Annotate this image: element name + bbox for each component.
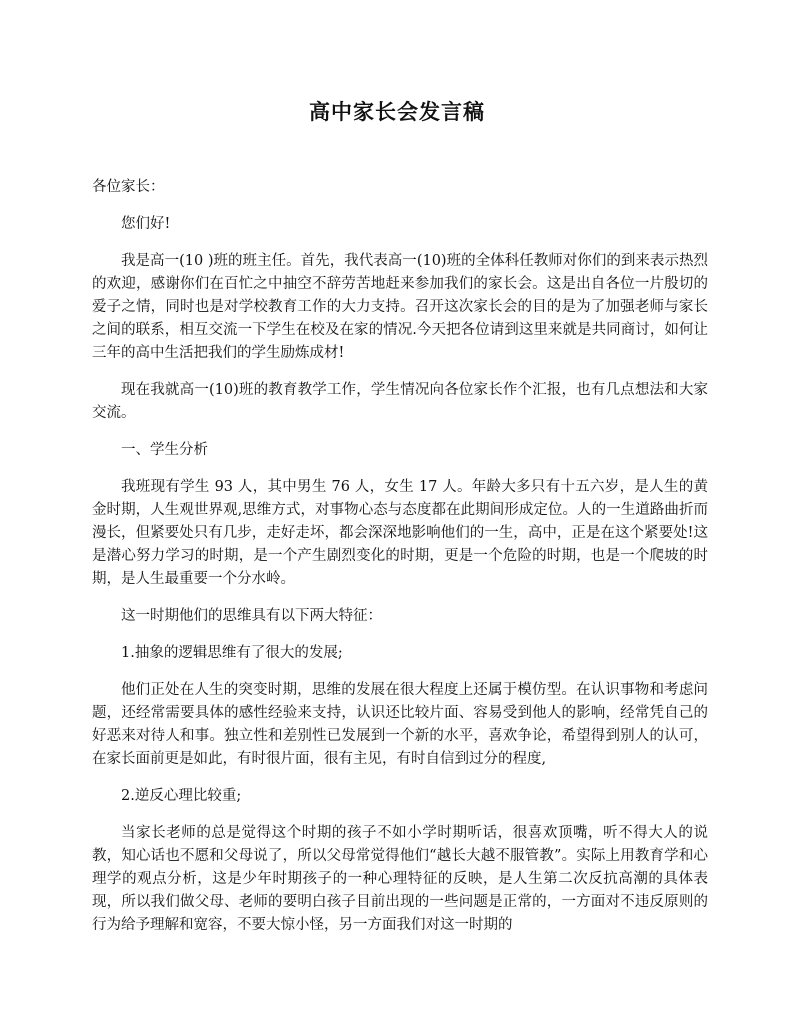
document-body	[92, 176, 708, 937]
paragraph-report-intro: 现在我就高一(10)班的教育教学工作，学生情况向各位家长作个汇报，也有几点想法和大家交流。	[92, 382, 708, 421]
salutation: 各位家长：	[92, 179, 165, 195]
paragraph-class-overview: 我班现有学生 93 人，其中男生 76 人，女生 17 人。年龄大多只有十五六岁，是人生的黄金时期，人生观世界观,思维方式，对事物心态与态度都在此期间形成定位。人的一生道路曲折而漫长，但紧要处只有几步，走好走坏，都会深深地影响他们的一生，高中，正是在这个紧要处!这是潜心努力学习的时期，是一个产生剧烈变化的时期，更是一个危险的时期，也是一个爬坡的时期，是人生最重要一个分水岭。	[92, 479, 708, 587]
paragraph-introduction: 我是高一(10 )班的班主任。首先，我代表高一(10)班的全体科任教师对你们的到来表示热烈的欢迎，感谢你们在百忙之中抽空不辞劳苦地赶来参加我们的家长会。这是出自各位一片殷切的爱子之情，同时也是对学校教育工作的大力支持。召开这次家长会的目的是为了加强老师与家长之间的联系，相互交流一下学生在校及在家的情况.今天把各位请到这里来就是共同商讨，如何让三年的高中生活把我们的学生励炼成材!	[92, 253, 708, 361]
paragraph-rebellious-psychology: 当家长老师的总是觉得这个时期的孩子不如小学时期听话，很喜欢顶嘴，听不得大人的说教，知心话也不愿和父母说了，所以父母常觉得他们“越长大越不服管教”。实际上用教育学和心理学的观点分析，这是少年时期孩子的一种心理特征的反映，是人生第二次反抗高潮的具体表现，所以我们做父母、老师的要明白孩子目前出现的一些问题是正常的，一方面对不违反原则的行为给予理解和宽容，不要大惊小怪，另一方面我们对这一时期的	[92, 825, 708, 933]
section-heading-student-analysis: 一、学生分析	[121, 442, 208, 458]
greeting: 您们好!	[121, 216, 171, 232]
subheading-logical-thinking: 1.抽象的逻辑思维有了很大的发展;	[121, 645, 343, 661]
paragraph-characteristics-intro: 这一时期他们的思维具有以下两大特征：	[121, 608, 382, 624]
subheading-rebellious-psychology: 2.逆反心理比较重;	[121, 788, 242, 804]
paragraph-logical-thinking: 他们正处在人生的突变时期，思维的发展在很大程度上还属于模仿型。在认识事物和考虑问题，还经常需要具体的感性经验来支持，认识还比较片面、容易受到他人的影响，经常凭自己的好恶来对待人和事。独立性和差别性已发展到一个新的水平，喜欢争论，希望得到别人的认可，在家长面前更是如此，有时很片面，很有主见，有时自信到过分的程度,	[92, 682, 708, 767]
page-title: 高中家长会发言稿	[309, 99, 485, 124]
